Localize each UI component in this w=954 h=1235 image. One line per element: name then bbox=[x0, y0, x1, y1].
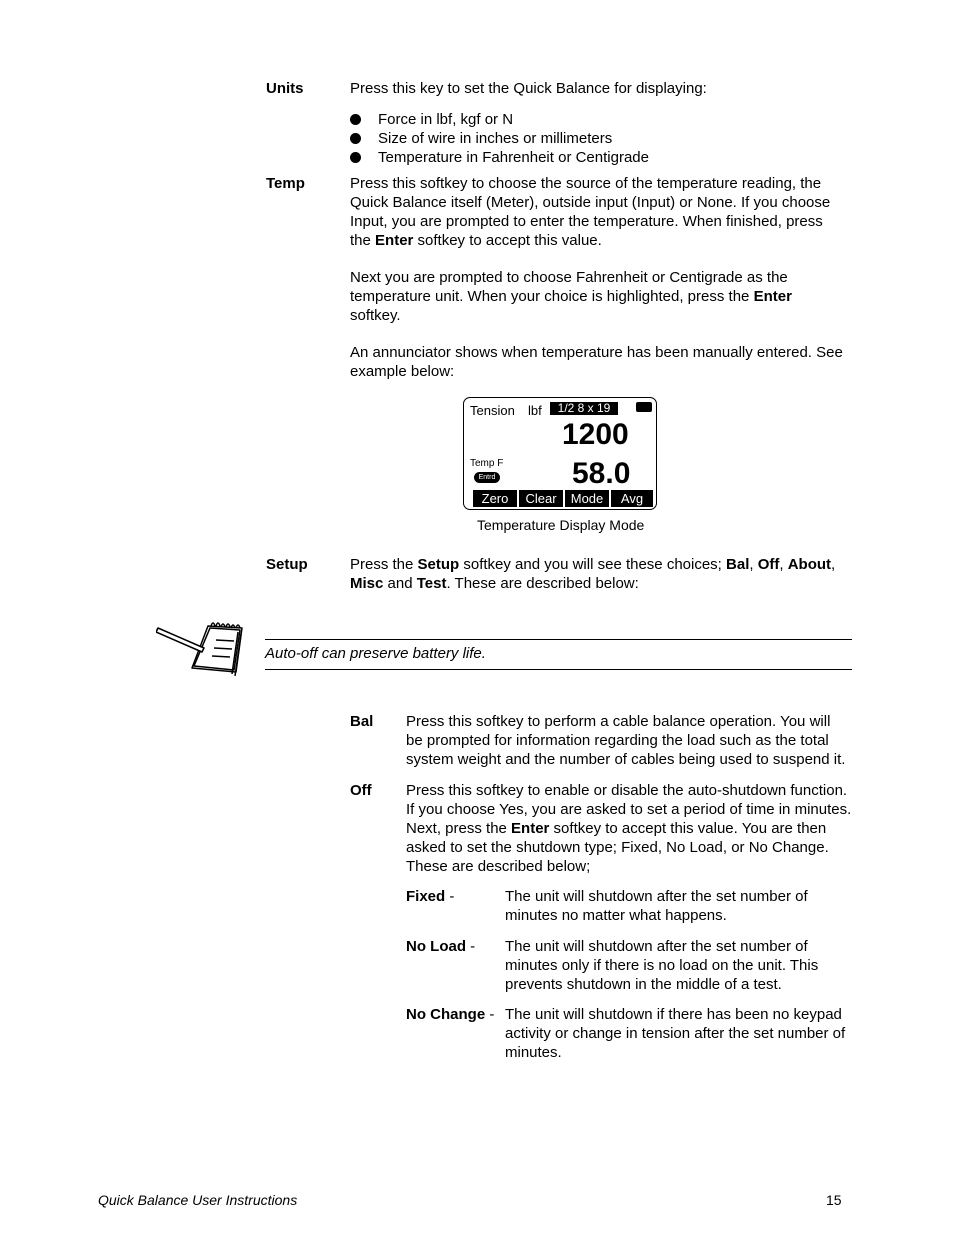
softkey-zero: Zero bbox=[473, 490, 517, 507]
figure-caption: Temperature Display Mode bbox=[477, 517, 645, 533]
display-tension-reading: 1200 bbox=[562, 418, 629, 451]
display-unit-label: lbf bbox=[528, 403, 542, 418]
type-nochange-term: No Change - bbox=[406, 1006, 495, 1023]
temp-term: Temp bbox=[266, 175, 305, 192]
off-term: Off bbox=[350, 782, 372, 799]
display-temp-reading: 58.0 bbox=[572, 457, 631, 490]
softkey-mode: Mode bbox=[565, 490, 609, 507]
list-item: Size of wire in inches or millimeters bbox=[350, 129, 649, 148]
temperature-display-figure bbox=[463, 397, 657, 510]
note-notepad-icon bbox=[156, 618, 246, 680]
temp-paragraph-1: Press this softkey to choose the source of the temperature reading, the Quick Balance itself (Meter), outside input (Input) or None. If you choose Input, you are prompted to enter the temperature. When finished, press the Enter softkey to accept this value. bbox=[350, 175, 831, 249]
type-noload-desc: The unit will shutdown after the set number of minutes only if there is no load on the unit. This prevents shutdown in the middle of a test. bbox=[505, 938, 819, 993]
softkey-avg: Avg bbox=[611, 490, 653, 507]
note-bottom-rule bbox=[265, 669, 852, 670]
type-fixed-desc: The unit will shutdown after the set number of minutes no matter what happens. bbox=[505, 888, 808, 924]
temp-paragraph-3: An annunciator shows when temperature has been manually entered. See example below: bbox=[350, 344, 843, 380]
bullet-icon bbox=[350, 114, 361, 125]
footer-title: Quick Balance User Instructions bbox=[98, 1192, 298, 1208]
type-fixed-term: Fixed - bbox=[406, 888, 455, 905]
page-number: 15 bbox=[826, 1192, 842, 1208]
off-paragraph: Press this softkey to enable or disable the auto-shutdown function. If you choose Yes, you are asked to set a period of time in minutes. Next, press the Enter softkey to accept this value. You are then asked to set the shutdown type; Fixed, No Load, or No Change. These are described below; bbox=[406, 782, 852, 875]
display-wire-size: 1/2 8 x 19 bbox=[550, 402, 618, 415]
type-noload-term: No Load - bbox=[406, 938, 476, 955]
type-nochange-desc: The unit will shutdown if there has been no keypad activity or change in tension after the set number of minutes. bbox=[505, 1006, 846, 1061]
setup-term: Setup bbox=[266, 556, 308, 573]
bullet-icon bbox=[350, 152, 361, 163]
units-bullet-list bbox=[350, 110, 649, 167]
units-intro: Press this key to set the Quick Balance for displaying: bbox=[350, 80, 707, 97]
note-top-rule bbox=[265, 639, 852, 640]
bullet-icon bbox=[350, 133, 361, 144]
note-text: Auto-off can preserve battery life. bbox=[265, 645, 486, 662]
display-entered-annunciator: Entrd bbox=[474, 472, 500, 483]
display-tension-label: Tension bbox=[470, 403, 515, 418]
temp-paragraph-2: Next you are prompted to choose Fahrenheit or Centigrade as the temperature unit. When your choice is highlighted, press the Enter softkey. bbox=[350, 269, 792, 324]
bal-term: Bal bbox=[350, 713, 374, 730]
softkey-clear: Clear bbox=[519, 490, 563, 507]
units-term: Units bbox=[266, 80, 304, 97]
battery-icon bbox=[636, 402, 652, 412]
list-item: Force in lbf, kgf or N bbox=[350, 110, 649, 129]
setup-paragraph: Press the Setup softkey and you will see these choices; Bal, Off, About, Misc and Test. These are described below: bbox=[350, 556, 836, 592]
display-temp-label: Temp F bbox=[470, 458, 504, 469]
bal-paragraph: Press this softkey to perform a cable balance operation. You will be prompted for information regarding the load such as the total system weight and the number of cables being used to suspend it. bbox=[406, 713, 846, 768]
list-item: Temperature in Fahrenheit or Centigrade bbox=[350, 148, 649, 167]
